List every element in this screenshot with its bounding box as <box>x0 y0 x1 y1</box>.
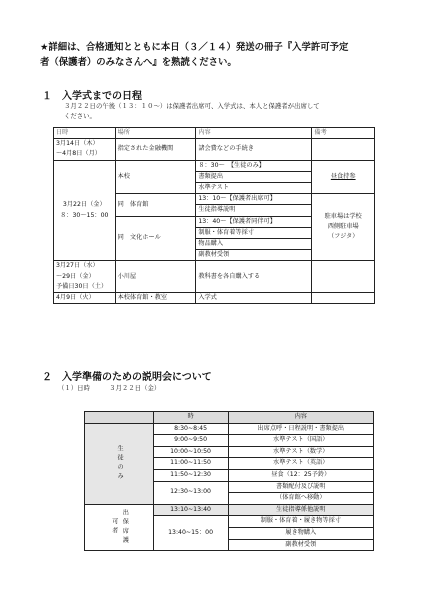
notice-text <box>40 40 380 70</box>
schedule-content-cell: 諸会費などの手続き <box>196 139 312 160</box>
schedule-note-lunch: 昼食持参 <box>330 172 356 180</box>
briefing-header-row <box>85 412 374 424</box>
schedule-note-cell <box>312 293 375 304</box>
briefing-content-cell: 副教材受領 <box>228 539 373 551</box>
schedule-header-place: 場所 <box>115 128 196 139</box>
briefing-time-cell: 12:30~13:00 <box>153 481 228 504</box>
schedule-content-cell: ８：30～ 【生徒のみ】 <box>196 160 312 171</box>
schedule-header-date: 日時 <box>54 128 116 139</box>
schedule-row <box>54 160 375 171</box>
briefing-content-cell: 制服・体育着・履き物等採寸 <box>228 516 373 528</box>
schedule-place-cell: 指定された金融機関 <box>115 139 196 160</box>
schedule-note-parking-line: （フジタ） <box>327 233 359 241</box>
schedule-note-cell <box>312 139 375 160</box>
schedule-header-content: 内容 <box>196 128 312 139</box>
briefing-time-cell: 13:10~13:40 <box>153 504 228 516</box>
briefing-time-cell: 11:00~11:50 <box>153 458 228 470</box>
schedule-content-cell: 書類提出 <box>196 171 312 182</box>
schedule-table <box>53 127 375 304</box>
schedule-content-cell: 教科書を各自購入する <box>196 261 312 293</box>
briefing-header-time: 時 <box>153 412 228 424</box>
notice-line-2: 者（保護者）のみなさんへ』を熟読ください。 <box>40 57 237 68</box>
schedule-date-line: 3月27日（水） <box>56 262 99 270</box>
schedule-note-parking-line: 駐車場は学校 <box>324 213 362 221</box>
schedule-row <box>54 261 375 293</box>
schedule-content-cell: 制服・体育着等採寸 <box>196 227 312 238</box>
schedule-date-line: 予備日30日（土） <box>56 282 108 290</box>
briefing-group-guardians: 出保席護可者 <box>85 504 154 550</box>
briefing-content-cell: 出席点呼・日程説明・書類提出 <box>228 423 373 435</box>
schedule-date-line: 3月14日（木） <box>56 140 99 148</box>
section-1-note <box>64 101 384 121</box>
briefing-time-cell: 10:00~10:50 <box>153 446 228 458</box>
section-1-note-line-2: ください。 <box>64 112 96 120</box>
briefing-row <box>85 423 374 435</box>
schedule-note-cell <box>312 261 375 293</box>
briefing-time-cell: 11:50~12:30 <box>153 469 228 481</box>
briefing-time-cell: 9:00~9:50 <box>153 435 228 447</box>
section-1-number: １ <box>42 91 52 102</box>
schedule-note-cell <box>312 160 375 194</box>
schedule-date-cell <box>54 261 116 293</box>
schedule-place-cell: 本校 <box>115 160 196 194</box>
briefing-content-cell: 生徒指導係他説明 <box>228 504 373 516</box>
briefing-time-cell: 8:30~8:45 <box>153 423 228 435</box>
briefing-content-cell: 水準テスト（数学） <box>228 446 373 458</box>
section-2-date: （１）日時 ３月２２日（金） <box>58 384 161 392</box>
briefing-content-cell: （体育館へ移動） <box>228 493 373 505</box>
briefing-time-cell: 13:40~15：00 <box>153 516 228 551</box>
schedule-row <box>54 139 375 160</box>
briefing-header-blank <box>85 412 154 424</box>
schedule-content-cell: 生徒指導説明 <box>196 205 312 216</box>
schedule-content-cell: 13：40～【保護者同伴可】 <box>196 216 312 227</box>
section-1-note-line-1: ３月２２日の午後（１３：１０～）は保護者出席可、入学式は、本人と保護者が出席して <box>64 102 320 110</box>
schedule-header-note: 備考 <box>312 128 375 139</box>
schedule-date-cell <box>54 139 116 160</box>
schedule-content-cell: 入学式 <box>196 293 312 304</box>
briefing-group-students: 生徒のみ <box>85 423 154 504</box>
briefing-table <box>84 411 374 551</box>
briefing-content-cell: 水準テスト（国語） <box>228 435 373 447</box>
schedule-place-cell: 本校体育館・教室 <box>115 293 196 304</box>
section-1-title: 入学式までの日程 <box>62 91 142 102</box>
briefing-content-cell: 水準テスト（英語） <box>228 458 373 470</box>
briefing-content-cell: 履き物購入 <box>228 527 373 539</box>
schedule-date-line: 3月22日（金） <box>62 201 106 209</box>
notice-line-1: ★詳細は、合格通知とともに本日（３／１４）発送の冊子『入学許可予定 <box>40 42 349 53</box>
schedule-date-line: ８：30～15：00 <box>60 211 109 219</box>
schedule-note-cell <box>312 194 375 261</box>
schedule-header-row <box>54 128 375 139</box>
section-2-title: 入学準備のための説明会について <box>62 372 212 383</box>
briefing-content-cell: 書類配付及び説明 <box>228 481 373 493</box>
schedule-place-cell: 同 体育館 <box>115 194 196 216</box>
schedule-content-cell: 水準テスト <box>196 183 312 194</box>
section-2-heading <box>42 368 212 383</box>
briefing-row <box>85 504 374 516</box>
section-2-number: ２ <box>42 372 52 383</box>
section-1-heading <box>42 87 142 102</box>
schedule-place-cell: 同 文化ホール <box>115 216 196 261</box>
schedule-date-cell: 4月9日（火） <box>54 293 116 304</box>
schedule-content-cell: 物品購入 <box>196 239 312 250</box>
briefing-header-content: 内容 <box>228 412 373 424</box>
schedule-date-line: ～29日（金） <box>56 272 95 280</box>
schedule-row <box>54 293 375 304</box>
schedule-content-cell: 13：10～【保護者出席可】 <box>196 194 312 205</box>
schedule-content-cell: 副教材受領 <box>196 250 312 261</box>
schedule-note-parking-line: 西側駐車場 <box>327 223 359 231</box>
schedule-date-line: ～4月8日（月） <box>56 150 101 158</box>
schedule-date-cell <box>54 160 116 261</box>
schedule-place-cell: 小川屋 <box>115 261 196 293</box>
briefing-content-cell: 昼食（12：25予鈴） <box>228 469 373 481</box>
